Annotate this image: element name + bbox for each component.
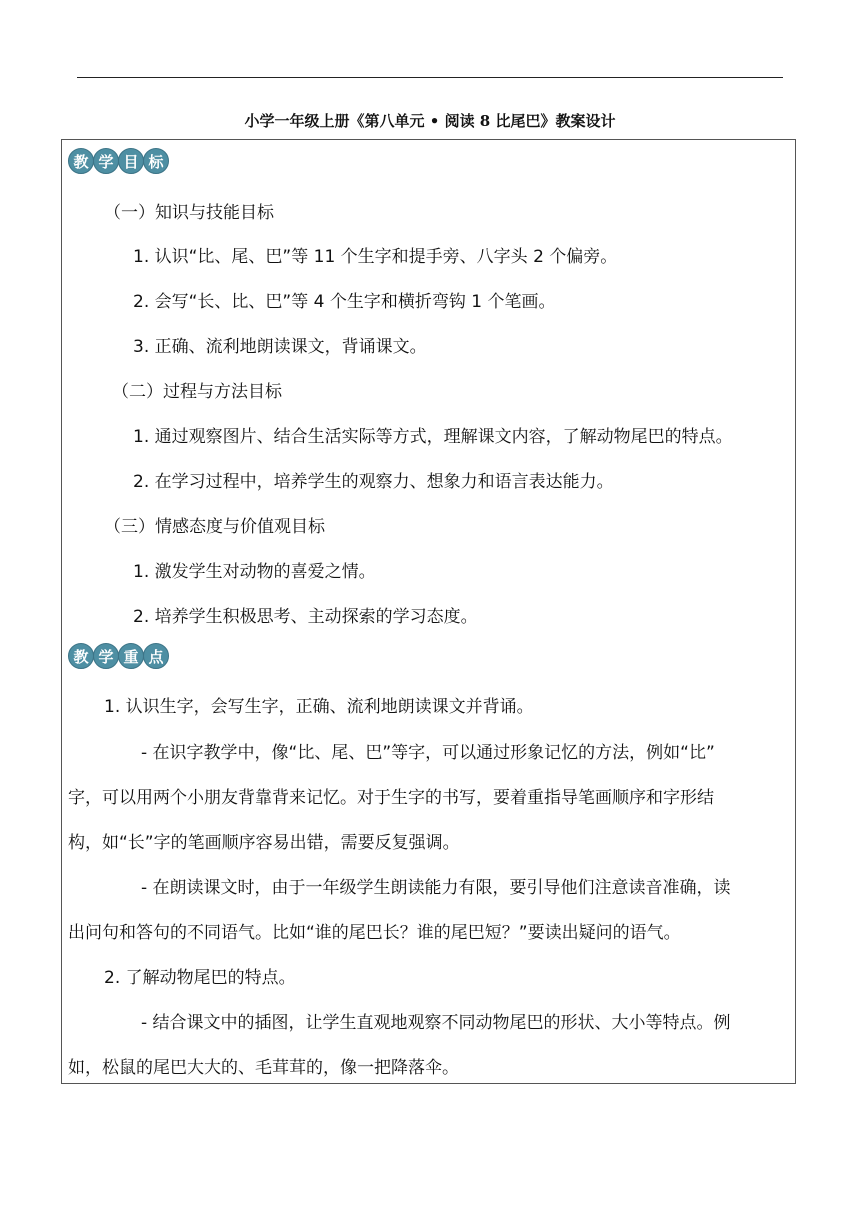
objective-item: 2. 培养学生积极思考、主动探索的学习态度。 (133, 607, 478, 627)
objective-item: 1. 认识“比、尾、巴”等 11 个生字和提手旁、八字头 2 个偏旁。 (133, 247, 618, 267)
badge-char: 点 (143, 643, 169, 669)
section-badge-teaching-objectives (68, 148, 168, 174)
focus-paragraph-line: 构，如“长”字的笔画顺序容易出错，需要反复强调。 (68, 833, 460, 853)
subheading-emotion-values: （三）情感态度与价值观目标 (104, 517, 325, 537)
focus-item: 1. 认识生字，会写生字，正确、流利地朗读课文并背诵。 (104, 697, 534, 717)
section-badge-teaching-focus (68, 643, 168, 669)
document-title: 小学一年级上册《第八单元 • 阅读 8 比尾巴》教案设计 (244, 112, 616, 130)
subheading-knowledge-skills: （一）知识与技能目标 (104, 203, 274, 223)
objective-item: 1. 激发学生对动物的喜爱之情。 (133, 562, 376, 582)
badge-char: 目 (118, 148, 144, 174)
badge-char: 学 (93, 148, 119, 174)
badge-char: 标 (143, 148, 169, 174)
subheading-process-method: （二）过程与方法目标 (112, 382, 282, 402)
badge-char: 重 (118, 643, 144, 669)
focus-paragraph-line: - 在朗读课文时，由于一年级学生朗读能力有限，要引导他们注意读音准确，读 (141, 878, 731, 898)
focus-item: 2. 了解动物尾巴的特点。 (104, 968, 296, 988)
focus-paragraph-line: - 结合课文中的插图，让学生直观地观察不同动物尾巴的形状、大小等特点。例 (141, 1013, 731, 1033)
objective-item: 3. 正确、流利地朗读课文，背诵课文。 (133, 337, 427, 357)
badge-char: 教 (68, 643, 94, 669)
objective-item: 2. 在学习过程中，培养学生的观察力、想象力和语言表达能力。 (133, 472, 614, 492)
focus-paragraph-line: 出问句和答句的不同语气。比如“谁的尾巴长？谁的尾巴短？”要读出疑问的语气。 (68, 923, 681, 943)
objective-item: 2. 会写“长、比、巴”等 4 个生字和横折弯钩 1 个笔画。 (133, 292, 556, 312)
badge-char: 学 (93, 643, 119, 669)
focus-paragraph-line: - 在识字教学中，像“比、尾、巴”等字，可以通过形象记忆的方法，例如“比” (141, 743, 715, 763)
focus-paragraph-line: 字，可以用两个小朋友背靠背来记忆。对于生字的书写，要着重指导笔画顺序和字形结 (68, 788, 714, 808)
focus-paragraph-line: 如，松鼠的尾巴大大的、毛茸茸的，像一把降落伞。 (68, 1058, 459, 1078)
header-rule (77, 77, 783, 78)
badge-char: 教 (68, 148, 94, 174)
objective-item: 1. 通过观察图片、结合生活实际等方式，理解课文内容，了解动物尾巴的特点。 (133, 427, 733, 447)
